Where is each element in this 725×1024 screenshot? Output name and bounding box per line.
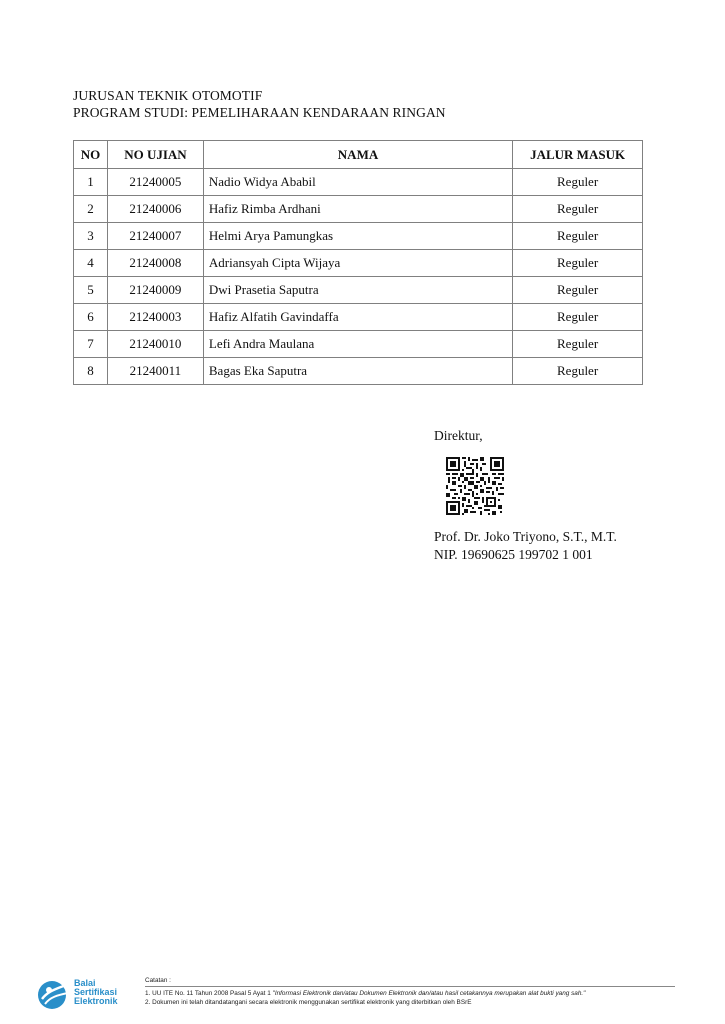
qr-code-icon (446, 457, 504, 515)
cell-jalur: Reguler (513, 250, 643, 277)
table-row (74, 223, 643, 250)
note-1 (145, 989, 685, 998)
table-row (74, 250, 643, 277)
cell-no-ujian: 21240011 (107, 358, 203, 385)
cell-nama: Hafiz Rimba Ardhani (203, 196, 512, 223)
note-1-quote: "Informasi Elektronik dan/atau Dokumen Elektronik dan/atau hasil cetakannya merupakan alat bukti yang sah." (272, 990, 586, 997)
cell-no: 2 (74, 196, 108, 223)
cell-no: 8 (74, 358, 108, 385)
cell-no-ujian: 21240007 (107, 223, 203, 250)
cell-jalur: Reguler (513, 358, 643, 385)
header-nama: NAMA (203, 141, 512, 169)
document-heading (73, 87, 446, 121)
table-row (74, 358, 643, 385)
cell-nama: Helmi Arya Pamungkas (203, 223, 512, 250)
cell-no-ujian: 21240003 (107, 304, 203, 331)
header-jalur-masuk: JALUR MASUK (513, 141, 643, 169)
logo-text-line: Sertifikasi (74, 987, 118, 997)
note-1-prefix: 1. UU ITE No. 11 Tahun 2008 Pasal 5 Ayat 1 (145, 990, 273, 997)
cell-jalur: Reguler (513, 196, 643, 223)
signer-nip: NIP. 19690625 199702 1 001 (434, 547, 593, 562)
logo-text-line: Balai (74, 978, 96, 988)
cell-no: 7 (74, 331, 108, 358)
bsre-logo-icon (36, 977, 72, 1013)
bsre-logo-text (74, 979, 118, 1006)
signer-name: Prof. Dr. Joko Triyono, S.T., M.T. (434, 529, 617, 544)
table-row (74, 196, 643, 223)
cell-no: 3 (74, 223, 108, 250)
header-no: NO (74, 141, 108, 169)
footer-notes (145, 976, 685, 1007)
table-header-row (74, 141, 643, 169)
cell-nama: Nadio Widya Ababil (203, 169, 512, 196)
study-program-title: PROGRAM STUDI: PEMELIHARAAN KENDARAAN RINGAN (73, 105, 446, 120)
header-no-ujian: NO UJIAN (107, 141, 203, 169)
cell-no-ujian: 21240006 (107, 196, 203, 223)
cell-no: 5 (74, 277, 108, 304)
cell-no: 6 (74, 304, 108, 331)
logo-text-line: Elektronik (74, 996, 118, 1006)
notes-label: Catatan : (145, 977, 171, 984)
student-table (73, 140, 643, 385)
cell-jalur: Reguler (513, 169, 643, 196)
cell-no-ujian: 21240008 (107, 250, 203, 277)
cell-no: 1 (74, 169, 108, 196)
cell-nama: Adriansyah Cipta Wijaya (203, 250, 512, 277)
signer-position: Direktur, (434, 428, 483, 443)
bsre-logo (36, 975, 136, 1013)
table-row (74, 277, 643, 304)
cell-jalur: Reguler (513, 277, 643, 304)
cell-nama: Dwi Prasetia Saputra (203, 277, 512, 304)
cell-jalur: Reguler (513, 223, 643, 250)
signer-block (434, 528, 617, 564)
cell-nama: Hafiz Alfatih Gavindaffa (203, 304, 512, 331)
table-row (74, 169, 643, 196)
cell-jalur: Reguler (513, 304, 643, 331)
cell-no: 4 (74, 250, 108, 277)
note-2: 2. Dokumen ini telah ditandatangani secara elektronik menggunakan sertifikat elektronik yang diterbitkan oleh BSrE (145, 999, 472, 1006)
cell-no-ujian: 21240005 (107, 169, 203, 196)
table-row (74, 331, 643, 358)
cell-jalur: Reguler (513, 331, 643, 358)
footer-divider (145, 986, 675, 987)
cell-no-ujian: 21240010 (107, 331, 203, 358)
department-title: JURUSAN TEKNIK OTOMOTIF (73, 88, 263, 103)
signature-title (434, 427, 483, 444)
cell-no-ujian: 21240009 (107, 277, 203, 304)
cell-nama: Lefi Andra Maulana (203, 331, 512, 358)
table-row (74, 304, 643, 331)
cell-nama: Bagas Eka Saputra (203, 358, 512, 385)
